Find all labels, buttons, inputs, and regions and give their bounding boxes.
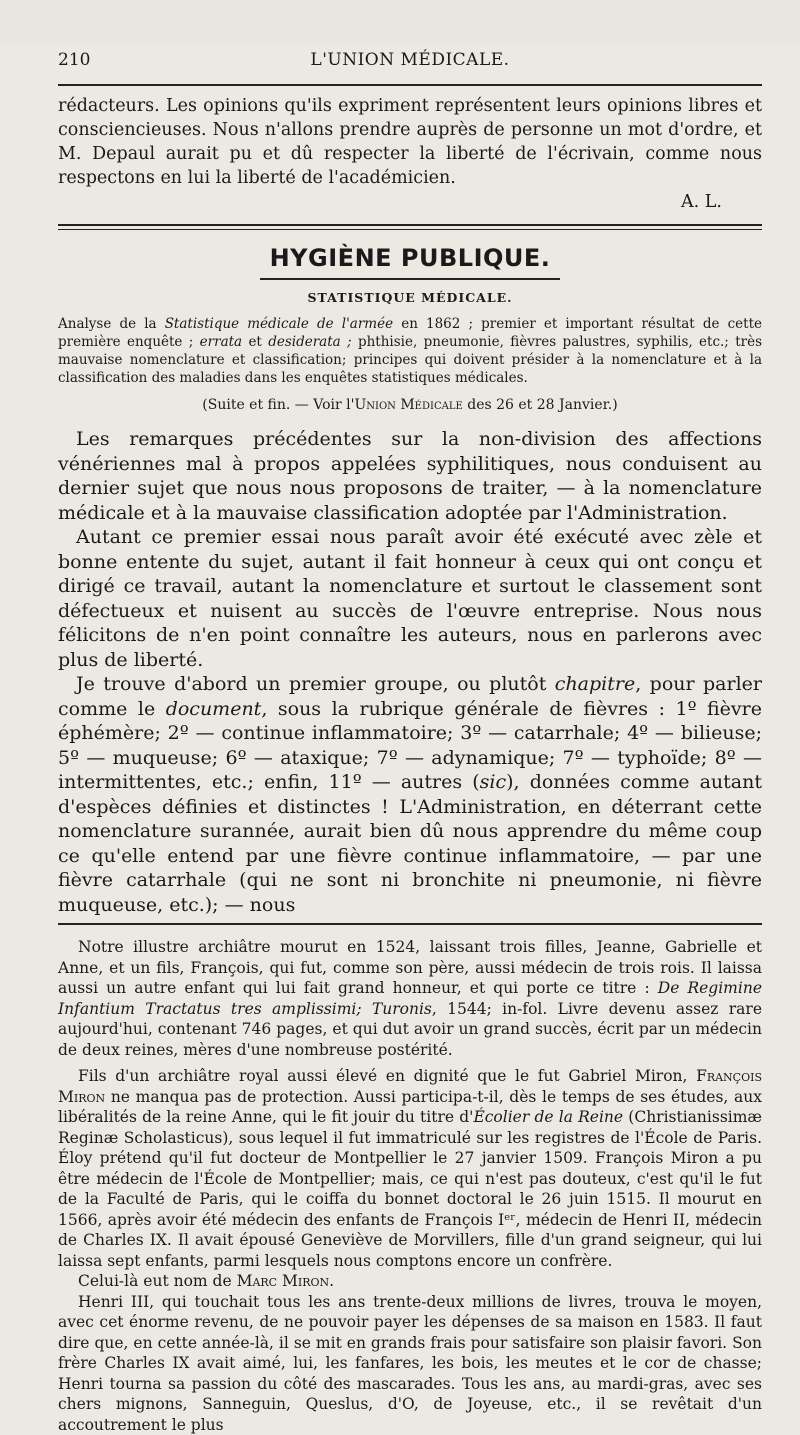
section-separator <box>58 224 762 230</box>
body-paragraph <box>58 427 762 525</box>
footnote-text: . <box>329 1272 334 1290</box>
footnote-text: ne manqua pas de protection. Aussi participa-t-il, dès le temps de ses études, aux libéralités de la reine Anne, qui le fit jouir du titre d' <box>58 1088 762 1127</box>
body-text: , pour parler comme le <box>58 673 762 720</box>
footnote-text: Fils d'un archiâtre royal aussi élevé en dignité que le fut Gabriel Miron, <box>78 1067 696 1085</box>
footnote-paragraph <box>58 1271 762 1292</box>
section-title: HYGIÈNE PUBLIQUE. <box>58 244 762 272</box>
footnote-text: Celui-là eut nom de <box>78 1272 237 1290</box>
body-text: Je trouve d'abord un premier groupe, ou plutôt <box>76 673 555 695</box>
body-italic: document <box>166 698 262 720</box>
footnote-smallcaps: François Miron <box>58 1067 762 1106</box>
summary-text: et <box>242 334 268 350</box>
footnote-italic: De Regimine Infantium Tractatus tres amplissimi; Turonis <box>58 979 762 1018</box>
section-subtitle: STATISTIQUE MÉDICALE. <box>58 290 762 305</box>
continuation-note <box>58 397 762 413</box>
body-italic: chapitre <box>555 673 635 695</box>
journal-name: Union Médicale <box>354 397 462 413</box>
header-rule <box>58 84 762 86</box>
body-text: Les remarques précédentes sur la non-division des affections vénériennes mal à propos appelées syphilitiques, nous conduisent au dernier sujet que nous nous proposons de traiter, — à la nomenclature médicale et à la mauvaise classification adoptée par l'Administration. <box>58 428 762 524</box>
title-rule <box>260 278 560 280</box>
footnote-paragraph <box>58 1066 762 1271</box>
body-text: ), données comme autant d'espèces définies et distinctes ! L'Administration, en déterrant cette nomenclature surannée, aurait bien dû nous apprendre du même coup ce qu'elle entend par une fièvre continue inflammatoire, — par une fièvre catarrhale (qui ne sont ni bronchite ni pneumonie, ni fièvre muqueuse, etc.); — nous <box>58 771 762 916</box>
footnote-paragraph <box>58 937 762 1060</box>
running-title: L'UNION MÉDICALE. <box>58 50 762 70</box>
footnote-text: Notre illustre archiâtre mourut en 1524, laissant trois filles, Jeanne, Gabrielle et Anne, et un fils, François, qui fut, comme son père, aussi médecin de trois rois. Il laissa aussi un autre enfant qui lui fait grand honneur, et qui porte ce titre : <box>58 938 762 997</box>
continuation-text: (Suite et fin. — Voir l' <box>202 397 354 413</box>
article-summary <box>58 315 762 387</box>
summary-italic: desiderata ; <box>268 334 351 350</box>
body-paragraph <box>58 525 762 672</box>
author-signature: A. L. <box>58 190 722 214</box>
page-number: 210 <box>58 50 90 70</box>
summary-text: phthisie, pneumonie, fièvres palustres, syphilis, etc.; très mauvaise nomenclature et classification; principes qui doivent présider à la nomenclature et à la classification des maladies dans les enquêtes statistiques médicales. <box>58 334 762 386</box>
footnote-text: (Christianissimæ Reginæ Scholasticus), sous lequel il fut immatriculé sur les registres de l'École de Paris. Éloy prétend qu'il fut docteur de Montpellier le 27 janvier 1509. François Miron a pu être médecin de l'École de Montpellier; mais, ce qui n'est pas douteux, c'est qu'il le fut de la Faculté de Paris, qui le coiffa du bonnet doctoral le 26 juin 1515. Il mourut en 1566, après avoir été médecin des enfants de François Iᵉʳ, médecin de Henri II, médecin de Charles IX. Il avait épousé Geneviève de Morvillers, fille d'un grand seigneur, qui lui laissa sept enfants, parmi lesquels nous comptons encore un confrère. <box>58 1108 762 1270</box>
journal-page <box>0 44 800 1435</box>
body-text: , sous la rubrique générale de fièvres : 1º fièvre éphémère; 2º — continue inflammatoire; 3º — catarrhale; 4º — bilieuse; 5º — muqueuse; 6º — ataxique; 7º — adynamique; 7º — typhoïde; 8º — intermittentes, etc.; enfin, 11º — autres ( <box>58 698 762 794</box>
body-italic: sic <box>480 771 506 793</box>
footnote-italic: Écolier de la Reine <box>473 1108 623 1126</box>
body-text: Autant ce premier essai nous paraît avoir été exécuté avec zèle et bonne entente du sujet, autant il fait honneur à ceux qui ont conçu et dirigé ce travail, autant la nomenclature et surtout le classement sont défectueux et nuisent au succès de l'œuvre entreprise. Nous nous félicitons de n'en point connaître les auteurs, nous en parlerons avec plus de liberté. <box>58 526 762 671</box>
page-header <box>58 44 762 84</box>
summary-italic: errata <box>200 334 242 350</box>
summary-text: en 1862 ; premier et important résultat de cette première enquête ; <box>58 316 762 350</box>
summary-italic: Statistique médicale de l'armée <box>165 316 393 332</box>
continuation-text: des 26 et 28 Janvier.) <box>463 397 618 413</box>
body-paragraph <box>58 672 762 917</box>
opening-paragraph <box>58 94 762 190</box>
footnote-paragraph <box>58 1292 762 1435</box>
footnote-rule <box>58 923 762 925</box>
opening-paragraph-text: rédacteurs. Les opinions qu'ils expriment représentent leurs opinions libres et consciencieuses. Nous n'allons prendre auprès de personne un mot d'ordre, et M. Depaul aurait pu et dû respecter la liberté de l'écrivain, comme nous respectons en lui la liberté de l'académicien. <box>58 96 762 188</box>
footnote-text: , 1544; in-fol. Livre devenu assez rare aujourd'hui, contenant 746 pages, et qui dut avoir un grand succès, écrit par un médecin de deux reines, mères d'une nombreuse postérité. <box>58 1000 762 1059</box>
footnote-text: Henri III, qui touchait tous les ans trente-deux millions de livres, trouva le moyen, avec cet énorme revenu, de ne pouvoir payer les dépenses de sa maison en 1583. Il faut dire que, en cette année-là, il se mit en grands frais pour satisfaire son plaisir favori. Son frère Charles IX avait aimé, lui, les fanfares, les bois, les meutes et le cor de chasse; Henri tourna sa passion du côté des mascarades. Tous les ans, au mardi-gras, avec ses chers mignons, Sanneguin, Queslus, d'O, de Joyeuse, etc., il se revêtait d'un accoutrement le plus <box>58 1293 762 1434</box>
footnote-smallcaps: Marc Miron <box>237 1272 330 1290</box>
summary-text: Analyse de la <box>58 316 165 332</box>
